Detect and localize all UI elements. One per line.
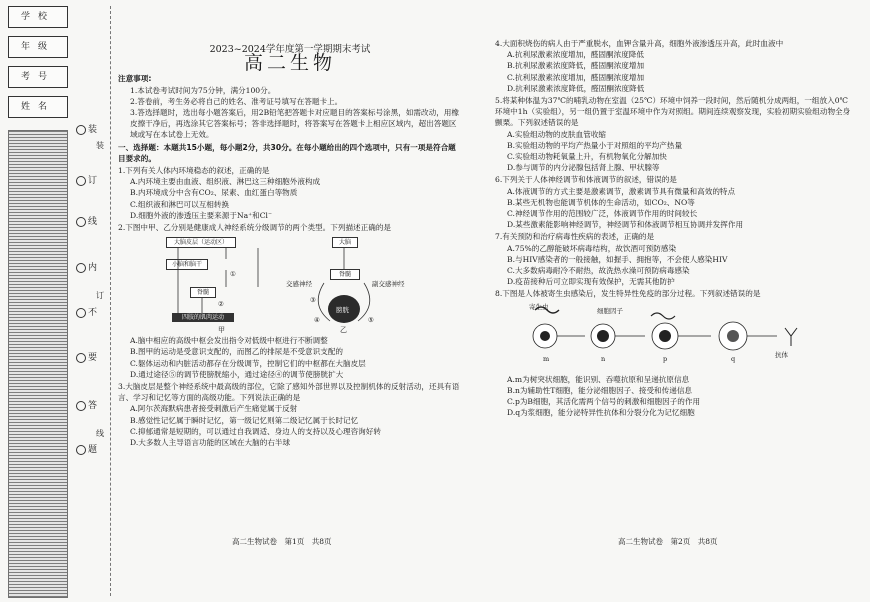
question-option: C.躯体运动和内脏活动都存在分级调节，控制它们的中枢都在大脑皮层 bbox=[130, 358, 366, 368]
side-char: 线 bbox=[96, 429, 104, 438]
bladder-diagram bbox=[304, 235, 424, 335]
circle-mark-icon bbox=[76, 176, 86, 186]
cell-n-label: n bbox=[601, 354, 606, 363]
cut-label: 订 bbox=[76, 173, 97, 186]
side-char: 装 bbox=[96, 141, 104, 150]
path-marker: ⑤ bbox=[368, 316, 374, 325]
circle-mark-icon bbox=[76, 401, 86, 411]
question-option: B.某些无机物也能调节机体的生命活动，如CO₂、NO等 bbox=[507, 197, 695, 207]
jia-arrows bbox=[158, 235, 298, 335]
question-option: C.神经调节作用的范围较广泛，体液调节作用的时间较长 bbox=[507, 209, 698, 219]
cut-label: 答 bbox=[76, 398, 97, 411]
brain-box: 大脑 bbox=[332, 237, 358, 248]
question-option: A.脑中相应的高级中枢会发出指令对低级中枢进行不断调整 bbox=[130, 336, 328, 346]
cut-label: 要 bbox=[76, 350, 97, 363]
immune-cells-diagram bbox=[515, 302, 855, 372]
question-stem: 1.下列有关人体内环境稳态的叙述，正确的是 bbox=[118, 166, 270, 176]
question-option: D.抗利尿激素浓度降低，醛固酮浓度降低 bbox=[507, 83, 645, 93]
note-item: 1.本试卷考试时间为75分钟，满分100分。 bbox=[130, 85, 276, 95]
question-option: C.抑郁通常是短期的，可以通过自我调适、身边人的支持以及心理咨询好转 bbox=[130, 426, 381, 436]
hatched-area bbox=[8, 130, 68, 598]
school-field: 学校 bbox=[8, 6, 68, 28]
path-marker: ② bbox=[218, 300, 224, 309]
figure-caption-jia: 甲 bbox=[218, 326, 225, 335]
question-option: B.图甲的运动是受意识支配的，而图乙的排尿是不受意识支配的 bbox=[130, 347, 344, 357]
section-heading: 一、选择题：本题共15小题，每小题2分，共30分。在每小题给出的四个选项中，只有一项是符合题目要求的。 bbox=[118, 142, 456, 163]
question-option: D.某些激素能影响神经调节，神经调节和体液调节相互协调并发挥作用 bbox=[507, 220, 744, 230]
path-marker: ③ bbox=[310, 296, 316, 305]
name-field: 姓名 bbox=[8, 96, 68, 118]
question-stem: 4.大面积烧伤的病人由于严重脱水，血钾含量升高，细胞外液渗透压升高，此时血液中 bbox=[495, 39, 784, 48]
figure-caption-yi: 乙 bbox=[340, 326, 347, 335]
question-option: C.组织液和淋巴可以互相转换 bbox=[130, 199, 230, 209]
path-marker: ④ bbox=[314, 316, 320, 325]
binding-strip bbox=[6, 6, 68, 596]
question-option: A.体液调节的方式主要是激素调节，激素调节具有微量和高效的特点 bbox=[507, 186, 736, 196]
cerebellum-box: 小脑和脑干 bbox=[166, 259, 208, 270]
question-option: C.p为B细胞，其活化需两个信号的刺激和细胞因子的作用 bbox=[507, 397, 701, 407]
cortex-box: 大脑皮层（运动区） bbox=[166, 237, 236, 248]
question-stem: 6.下列关于人体神经调节和体液调节的叙述，错误的是 bbox=[495, 175, 677, 185]
antibody-label: 抗体 bbox=[775, 350, 788, 359]
question-stem: 5.将某种体温为37℃的哺乳动物在室温（25℃）环境中饲养一段时间，然后随机分成两组，一组放入0℃环境中1h（实验组），另一组仍置于室温环境中作为对照组。期间连续观察发现，实验初期实验组动物全身颤栗。下列叙述错误的是 bbox=[495, 96, 851, 128]
exam-title: 2023~2024学年度第一学期期末考试 bbox=[209, 44, 371, 55]
parasympathetic-label: 副交感神经 bbox=[372, 280, 405, 289]
cell-q-label: q bbox=[731, 354, 736, 363]
notes-title: 注意事项: bbox=[118, 74, 152, 84]
page-footer-left: 高二生物试卷 第1页 共8页 bbox=[232, 537, 332, 546]
side-char: 订 bbox=[96, 291, 104, 300]
cell-p-label: p bbox=[663, 354, 668, 363]
question-option: B.与HIV感染者的一般接触，如握手、拥抱等，不会使人感染HIV bbox=[507, 254, 728, 264]
question-option: A.抗利尿激素浓度增加，醛固酮浓度降低 bbox=[507, 50, 644, 60]
cut-label: 装 bbox=[76, 122, 97, 135]
question-option: D.大多数人主导语言功能的区域在大脑的右半球 bbox=[130, 438, 291, 448]
parasite-label: 寄生虫 bbox=[529, 302, 549, 311]
circle-mark-icon bbox=[76, 353, 86, 363]
cut-label: 内 bbox=[76, 260, 97, 273]
immune-process-figure bbox=[495, 302, 855, 372]
cut-dashed-line bbox=[110, 6, 111, 596]
question-stem: 2.下图中甲、乙分别是健康成人神经系统分级调节的两个类型。下列描述正确的是 bbox=[118, 223, 392, 233]
question-option: B.感觉性记忆属于瞬时记忆，第一级记忆则第二级记忆属于长时记忆 bbox=[130, 415, 359, 425]
limb-movement-box: 四肢的肌肉运动 bbox=[172, 313, 234, 322]
question-option: B.实验组动物的平均产热量小于对照组的平均产热量 bbox=[507, 140, 683, 150]
path-marker: ① bbox=[230, 270, 236, 279]
note-item: 3.答选择题时，选出每小题答案后，用2B铅笔把答题卡对应题目的答案标号涂黑，如需改动，用橡皮擦干净后，再选涂其它答案标号；答非选择题时，将答案写在答题卡上相应区域内，超出答题区域或写在本试卷上无效。 bbox=[130, 108, 459, 140]
cell-m-label: m bbox=[543, 354, 550, 363]
grade-field: 年级 bbox=[8, 36, 68, 58]
cut-label: 不 bbox=[76, 305, 97, 318]
question-stem: 7.有关预防和治疗病毒性疾病的表述，正确的是 bbox=[495, 232, 655, 242]
spinal-cord-box: 脊髓 bbox=[190, 287, 216, 298]
question-option: A.75%的乙醇能破坏病毒结构，故饮酒可预防感染 bbox=[507, 243, 677, 253]
left-column bbox=[118, 30, 462, 448]
circle-mark-icon bbox=[76, 217, 86, 227]
circle-mark-icon bbox=[76, 308, 86, 318]
question-option: A.内环境主要由血液、组织液、淋巴这三种细胞外液构成 bbox=[130, 177, 321, 187]
question-option: D.细胞外液的渗透压主要来源于Na⁺和Cl⁻ bbox=[130, 210, 272, 220]
question-option: A.实验组动物的皮肤血管收缩 bbox=[507, 129, 607, 139]
circle-mark-icon bbox=[76, 125, 86, 135]
question-option: B.内环境成分中含有CO₂、尿素、血红蛋白等物质 bbox=[130, 188, 298, 198]
question-option: D.参与调节的内分泌腺包括肾上腺、甲状腺等 bbox=[507, 163, 660, 173]
question-option: D.q为浆细胞，能分泌特异性抗体和分裂分化为记忆细胞 bbox=[507, 408, 695, 418]
question-option: C.实验组动物耗氧量上升，有机物氧化分解加快 bbox=[507, 152, 667, 162]
cytokine-label: 细胞因子 bbox=[597, 306, 623, 315]
subject-title: 高二生物 bbox=[243, 52, 336, 75]
circle-mark-icon bbox=[76, 445, 86, 455]
question-option: C.抗利尿激素浓度增加，醛固酮浓度增加 bbox=[507, 72, 645, 82]
question-stem: 8.下图是人体被寄生虫感染后，发生特异性免疫的部分过程。下列叙述错误的是 bbox=[495, 289, 761, 299]
page-footer-right: 高二生物试卷 第2页 共8页 bbox=[618, 537, 718, 546]
yi-spinal-cord-box: 脊髓 bbox=[330, 269, 360, 280]
note-item: 2.答卷前，考生务必将自己的姓名、准考证号填写在答题卡上。 bbox=[130, 96, 343, 106]
right-column bbox=[495, 38, 855, 418]
circle-mark-icon bbox=[76, 263, 86, 273]
bladder-label: 膀胱 bbox=[336, 306, 349, 315]
question-stem: 3.大脑皮层是整个神经系统中最高级的部位，它除了感知外部世界以及控制机体的反射活动，还具有语言、学习和记忆等方面的高级功能。下列说法正确的是 bbox=[118, 382, 460, 403]
question-option: B.n为辅助性T细胞，能分泌细胞因子、接受和传递信息 bbox=[507, 385, 693, 395]
question-option: D.疫苗接种后可立即实现有效保护，无需其他防护 bbox=[507, 277, 675, 287]
cut-label: 线 bbox=[76, 214, 97, 227]
sympathetic-label: 交感神经 bbox=[286, 280, 312, 289]
question-option: A.m为树突状细胞，能识别、吞噬抗原和呈递抗原信息 bbox=[507, 374, 690, 384]
exam-number-field: 考号 bbox=[8, 66, 68, 88]
nervous-system-figure bbox=[118, 235, 462, 333]
cut-label: 题 bbox=[76, 442, 97, 455]
question-option: D.通过途径⑤的调节使膀胱缩小，通过途径④的调节使膀胱扩大 bbox=[130, 369, 344, 379]
question-option: C.大多数病毒耐冷不耐热，故洗热水澡可预防病毒感染 bbox=[507, 266, 690, 276]
question-option: B.抗利尿激素浓度降低，醛固酮浓度增加 bbox=[507, 61, 645, 71]
question-option: A.阿尔茨海默病患者接受刺激后产生痛觉属于反射 bbox=[130, 404, 298, 414]
